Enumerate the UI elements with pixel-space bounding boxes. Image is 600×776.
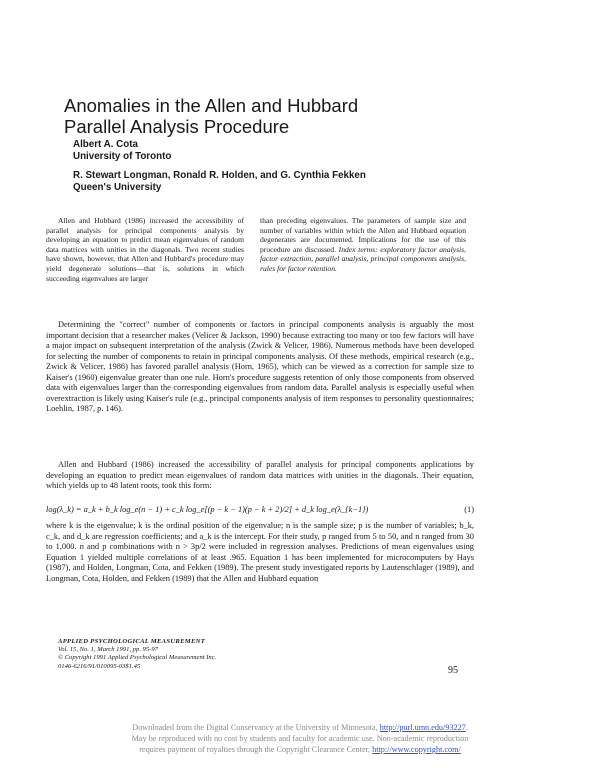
journal-issn: 0146-6216/91/010095-03$1.45 <box>58 662 141 670</box>
journal-copyright: © Copyright 1991 Applied Psychological Measurement Inc. <box>58 654 217 662</box>
title-line-2: Parallel Analysis Procedure <box>64 116 290 137</box>
journal-info <box>58 638 216 671</box>
copyright-link[interactable]: http://www.copyright.com/ <box>372 745 461 754</box>
abstract-left-column: Allen and Hubbard (1986) increased the accessibility of parallel analysis for principal components analysis by developing an equation to predict mean eigenvalues of random data matrices with unities in the diagonals. Two recent studies have shown, however, that Allen and Hubbard's procedure may yield degenerate solutions—that is, solutions in which succeeding eigenvalues are larger <box>46 216 244 283</box>
abstract-right-column <box>260 216 466 274</box>
article-title <box>64 95 504 137</box>
coauthor-names: R. Stewart Longman, Ronald R. Holden, and G. Cynthia Fekken <box>73 170 366 181</box>
footer-line-1 <box>56 722 544 733</box>
title-line-1: Anomalies in the Allen and Hubbard <box>64 95 359 116</box>
equation-number: (1) <box>464 505 474 514</box>
download-footer <box>56 722 544 755</box>
journal-name: APPLIED PSYCHOLOGICAL MEASUREMENT <box>58 638 206 645</box>
footer-download-text: Downloaded from the Digital Conservancy at the University of Minnesota, <box>132 723 380 732</box>
page-number: 95 <box>448 665 458 676</box>
abstract-continued: than preceding eigenvalues. The parameters of sample size and number of variables within which the Allen and Hubbard equation degenerates are documented. Implications for the use of this procedure are discussed. <box>260 216 466 254</box>
footer-period: . <box>465 723 468 732</box>
author-affiliation: University of Toronto <box>73 151 172 162</box>
index-terms: Index terms: exploratory factor analysis, factor extraction, parallel analysis, principal components analysis, rules for factor retention. <box>260 244 466 273</box>
body-paragraph-2: Allen and Hubbard (1986) increased the accessibility of parallel analysis for principal components applications by developing an equation to predict mean eigenvalues of random data matrices with unities in the diagonals. Their equation, which yields up to 48 latent roots, took this form: <box>46 460 474 491</box>
body-paragraph-3: where k is the eigenvalue; k is the ordinal position of the eigenvalue; n is the sample size; p is the number of variables; b_k, c_k, and d_k are regression coefficients; and a_k is the intercept. For their study, p ranged from 5 to 50, and n ranged from 30 to 1,000. n and p combinations with n > 3p/2 were included in regression analyses. Predictions of mean eigenvalues using Equation 1 yielded multiple correlations of at least .965. Equation 1 has been implemented for microcomputers by Hays (1987), and Holden, Longman, Cota, and Fekken (1989). The present study investigated reports by Lautenschlager (1989), and Longman, Cota, Holden, and Fekken (1989) that the Allen and Hubbard equation <box>46 521 474 583</box>
footer-line-2: May be reproduced with no cost by students and faculty for academic use. Non-academic reproduction <box>131 734 469 743</box>
conservancy-link[interactable]: http://purl.umn.edu/93227 <box>379 723 466 732</box>
equation-text: log(λ_k) = a_k + b_k log_e(n − 1) + c_k log_e[(p − k − 1)(p − k + 2)/2] + d_k log_e(λ_{k−1}) <box>46 505 369 514</box>
author-name: Albert A. Cota <box>73 139 138 150</box>
coauthor-affiliation: Queen's University <box>73 182 162 193</box>
journal-volume: Vol. 15, No. 1, March 1991, pp. 95-97 <box>58 646 158 654</box>
footer-royalties-text: requires payment of royalties through the Copyright Clearance Center, <box>139 745 373 754</box>
body-paragraph-1: Determining the "correct" number of components or factors in principal components analysis is arguably the most important decision that a researcher makes (Velicer & Jackson, 1990) because extracting too many or too few factors will have a major impact on subsequent interpretation of the analysis (Zwick & Velicer, 1986). Numerous methods have been developed for selecting the number of components to retain in principal components analysis. Of these methods, empirical research (e.g., Zwick & Velicer, 1986) has favored parallel analysis (Horn, 1965), which can be viewed as a correction for sample size to Kaiser's (1960) eigenvalue greater than one rule. Horn's procedure suggests retention of only those components from observed data with eigenvalues larger than the corresponding eigenvalues from random data. Parallel analysis is especially useful when overextraction is likely using Kaiser's rule (e.g., principal components analysis of item responses to personality questionnaires; Loehlin, 1987, p. 146). <box>46 320 474 414</box>
footer-line-3 <box>56 744 544 755</box>
